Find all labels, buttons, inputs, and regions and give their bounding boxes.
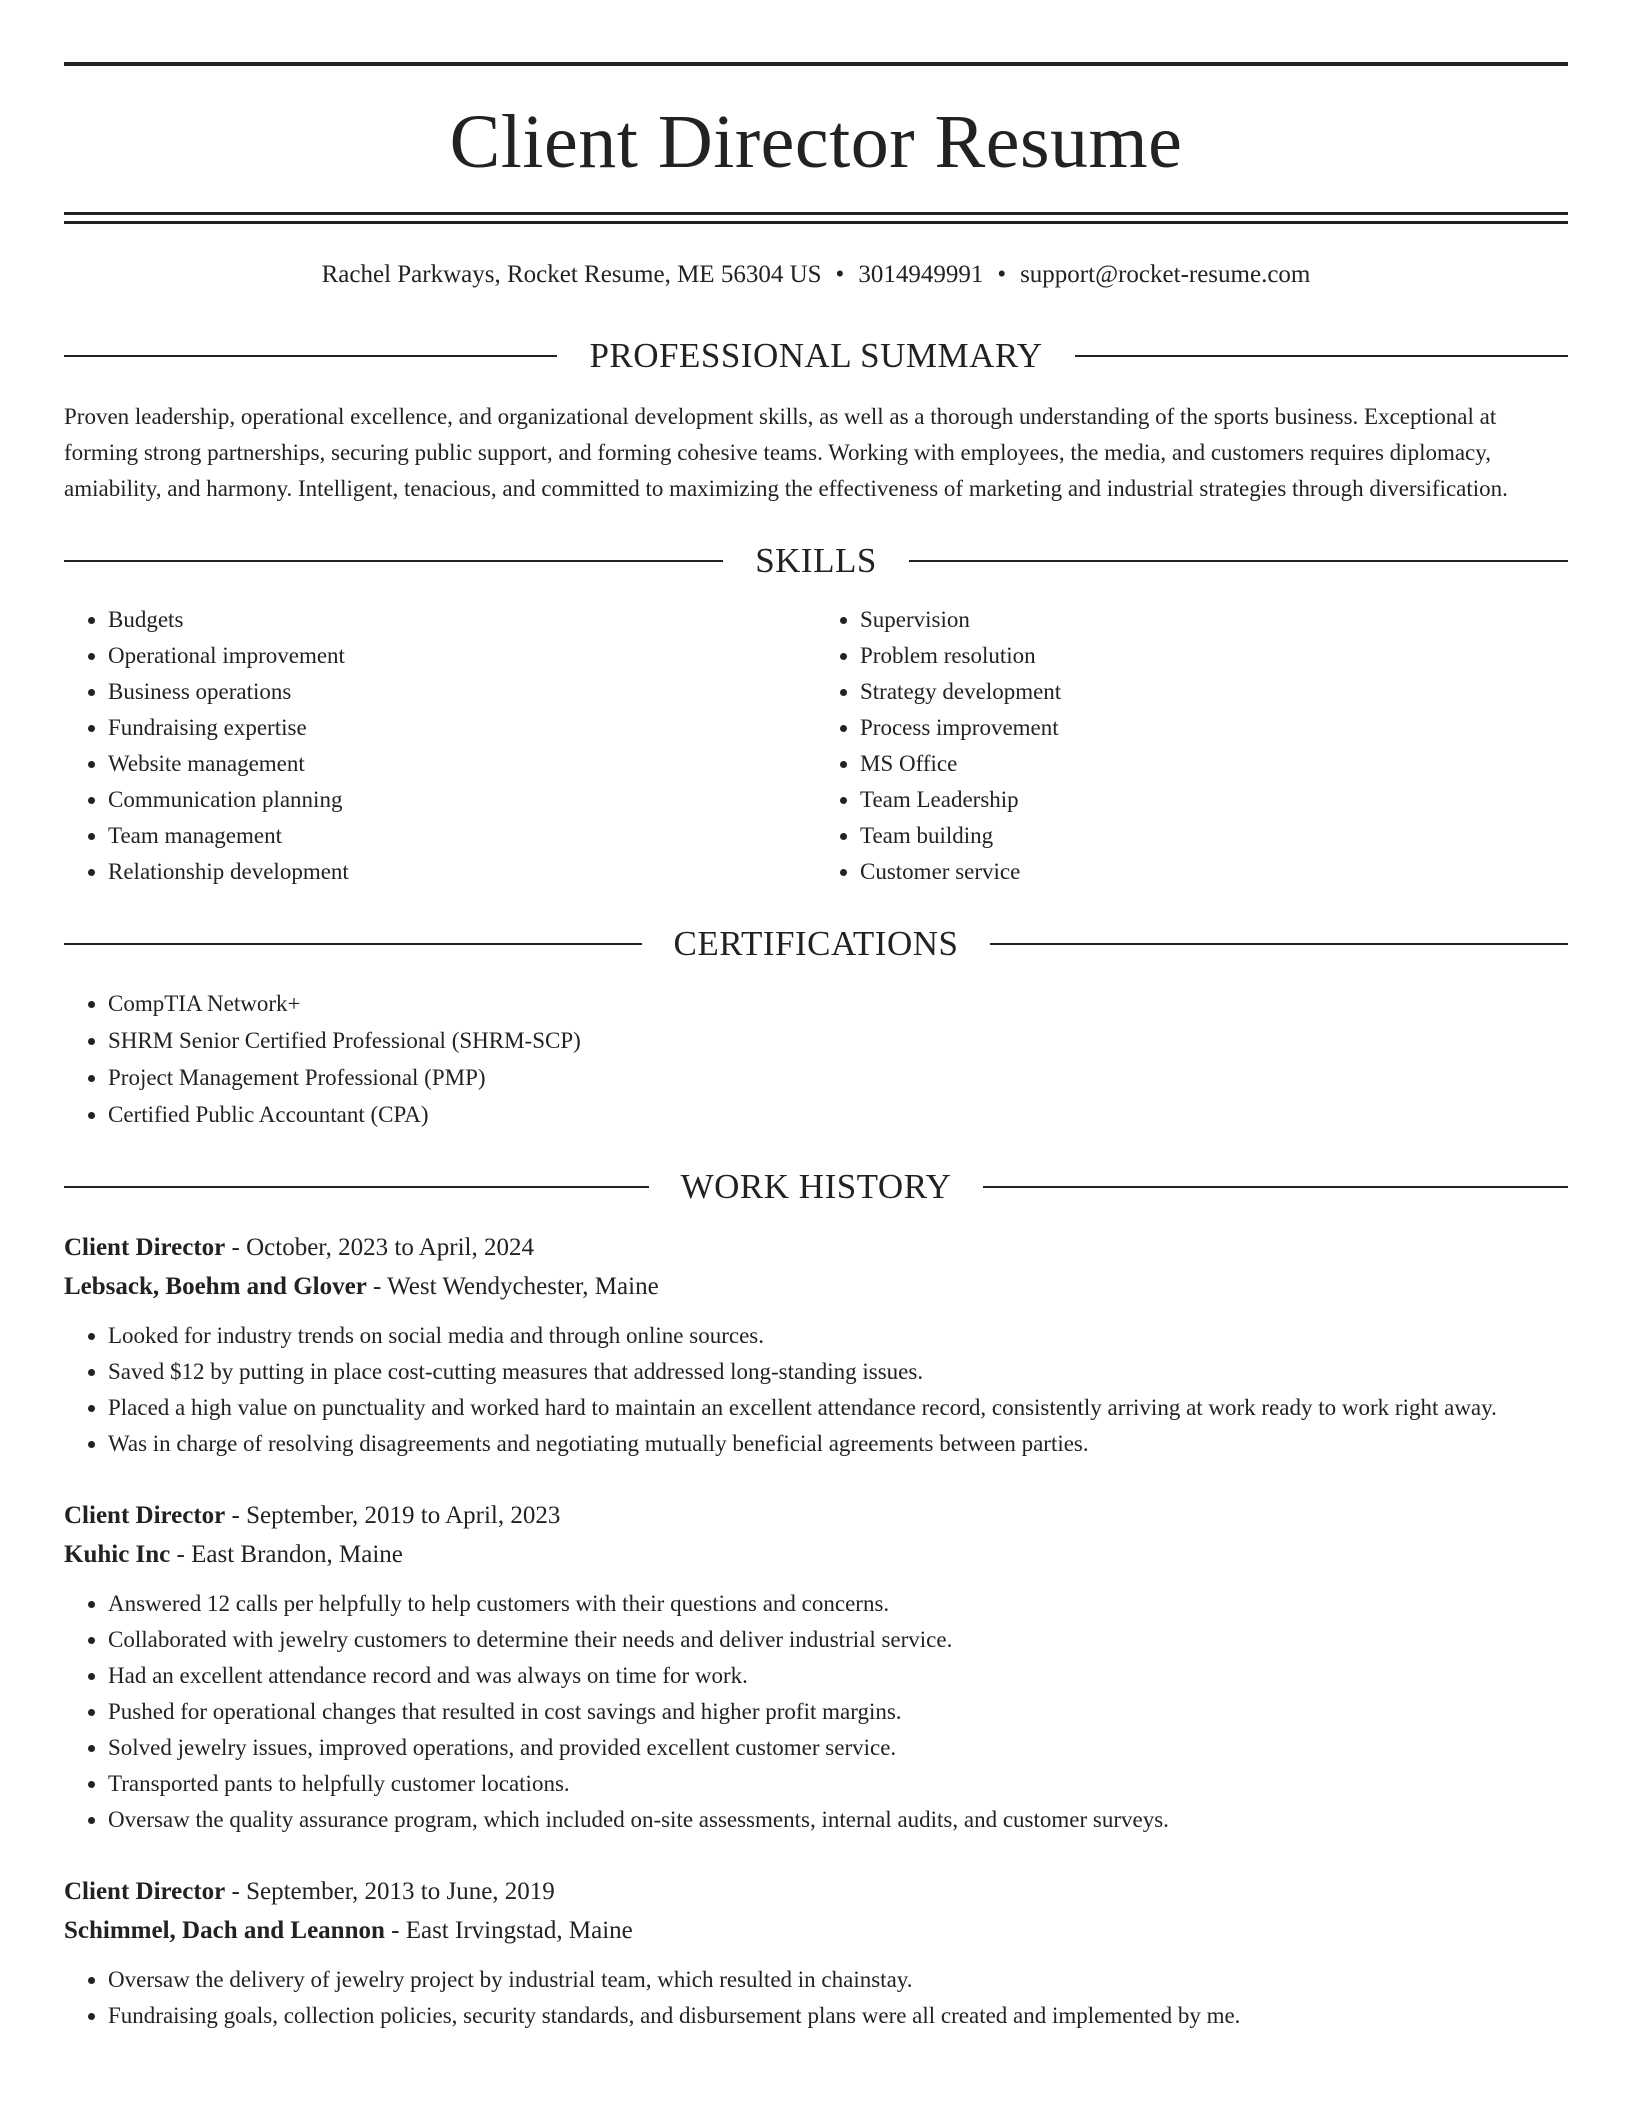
job-bullet: • Collaborated with jewelry customers to determine their needs and deliver industrial service. [108, 1622, 1568, 1658]
skill-item: • Communication planning [108, 782, 816, 818]
job-title: Client Director [64, 1234, 226, 1261]
job-bullet: • Fundraising goals, collection policies, security standards, and disbursement plans were all created and implemented by me. [108, 1998, 1568, 2034]
job-company-line [64, 1535, 1568, 1574]
section-title: WORK HISTORY [680, 1167, 952, 1206]
section-title: PROFESSIONAL SUMMARY [589, 336, 1043, 375]
job-dates: - September, 2019 to April, 2023 [225, 1502, 561, 1529]
skill-item: • Budgets [108, 602, 816, 638]
heading-rule [990, 943, 1568, 945]
skill-item: • Supervision [860, 602, 1568, 638]
job-location: - East Brandon, Maine [170, 1541, 403, 1568]
skill-item: • Operational improvement [108, 638, 816, 674]
work-history-list [64, 1228, 1568, 2034]
job-company: Kuhic Inc [64, 1541, 171, 1568]
skill-item: • Business operations [108, 674, 816, 710]
contact-email: support@rocket-resume.com [1020, 261, 1311, 288]
job-entry [64, 1872, 1568, 2034]
job-company-line [64, 1267, 1568, 1306]
job-title: Client Director [64, 1878, 226, 1905]
skills-list-right [816, 602, 1568, 890]
job-bullet: • Placed a high value on punctuality and worked hard to maintain an excellent attendance record, consistently arriving at work ready to work right away. [108, 1390, 1568, 1426]
heading-rule [64, 943, 642, 945]
job-bullet: • Saved $12 by putting in place cost-cutting measures that addressed long-standing issues. [108, 1354, 1568, 1390]
skill-item: • Process improvement [860, 710, 1568, 746]
job-title: Client Director [64, 1502, 226, 1529]
job-title-line [64, 1228, 1568, 1267]
summary-text: Proven leadership, operational excellence, and organizational development skills, as well as a thorough understanding of the sports business. Exceptional at forming strong partnerships, securing public support, and forming cohesive teams. Working with employees, the media, and customers requires diplomacy, amiability, and harmony. Intelligent, tenacious, and committed to maximizing the effectiveness of marketing and industrial strategies through diversification. [64, 404, 1508, 501]
job-company: Schimmel, Dach and Leannon [64, 1917, 385, 1944]
page-title: Client Director Resume [449, 100, 1183, 184]
contact-line [64, 260, 1568, 290]
heading-rule [909, 560, 1568, 562]
top-rule [64, 62, 1568, 66]
job-bullet: • Oversaw the quality assurance program, which included on-site assessments, internal audits, and customer surveys. [108, 1802, 1568, 1838]
job-dates: - September, 2013 to June, 2019 [225, 1878, 555, 1905]
skills-grid [64, 602, 1568, 890]
job-location: - West Wendychester, Maine [366, 1273, 659, 1300]
job-dates: - October, 2023 to April, 2024 [225, 1234, 534, 1261]
contact-phone: 3014949991 [858, 261, 984, 288]
skill-item: • Customer service [860, 854, 1568, 890]
contact-separator: • [997, 261, 1007, 288]
job-bullet: • Transported pants to helpfully customer locations. [108, 1766, 1568, 1802]
job-bullets [64, 1962, 1568, 2034]
heading-rule [64, 1186, 649, 1188]
certifications-list [64, 985, 1568, 1133]
title-double-rule [64, 212, 1568, 224]
skills-column-left [64, 602, 816, 890]
certification-item: • CompTIA Network+ [108, 985, 1568, 1022]
skills-list-left [64, 602, 816, 890]
job-entry [64, 1496, 1568, 1838]
skill-item: • Team building [860, 818, 1568, 854]
job-bullets [64, 1586, 1568, 1838]
job-bullet: • Oversaw the delivery of jewelry project by industrial team, which resulted in chainstay. [108, 1962, 1568, 1998]
contact-separator: • [835, 261, 845, 288]
skill-item: • Strategy development [860, 674, 1568, 710]
heading-rule [64, 355, 557, 357]
heading-rule [983, 1186, 1568, 1188]
job-bullet: • Looked for industry trends on social media and through online sources. [108, 1318, 1568, 1354]
job-bullet: • Pushed for operational changes that resulted in cost savings and higher profit margins. [108, 1694, 1568, 1730]
job-company: Lebsack, Boehm and Glover [64, 1273, 367, 1300]
summary-heading [64, 338, 1568, 373]
skill-item: • Problem resolution [860, 638, 1568, 674]
job-bullet: • Answered 12 calls per helpfully to help customers with their questions and concerns. [108, 1586, 1568, 1622]
heading-rule [1075, 355, 1568, 357]
job-entry [64, 1228, 1568, 1462]
skill-item: • Relationship development [108, 854, 816, 890]
job-title-line [64, 1496, 1568, 1535]
job-bullet: • Had an excellent attendance record and was always on time for work. [108, 1658, 1568, 1694]
skill-item: • Team Leadership [860, 782, 1568, 818]
skills-heading [64, 543, 1568, 578]
certification-item: • Certified Public Accountant (CPA) [108, 1096, 1568, 1133]
section-title: SKILLS [755, 541, 877, 580]
certification-item: • SHRM Senior Certified Professional (SHRM-SCP) [108, 1022, 1568, 1059]
skill-item: • MS Office [860, 746, 1568, 782]
job-bullet: • Solved jewelry issues, improved operations, and provided excellent customer service. [108, 1730, 1568, 1766]
section-title: CERTIFICATIONS [673, 924, 959, 963]
contact-address: Rachel Parkways, Rocket Resume, ME 56304 US [321, 261, 822, 288]
heading-rule [64, 560, 723, 562]
job-bullet: • Was in charge of resolving disagreements and negotiating mutually beneficial agreements between parties. [108, 1426, 1568, 1462]
work-history-heading [64, 1169, 1568, 1204]
certifications-block [64, 985, 1568, 1133]
skills-column-right [816, 602, 1568, 890]
skill-item: • Fundraising expertise [108, 710, 816, 746]
skill-item: • Team management [108, 818, 816, 854]
job-bullets [64, 1318, 1568, 1462]
skill-item: • Website management [108, 746, 816, 782]
certification-item: • Project Management Professional (PMP) [108, 1059, 1568, 1096]
job-title-line [64, 1872, 1568, 1911]
job-location: - East Irvingstad, Maine [384, 1917, 633, 1944]
job-company-line [64, 1911, 1568, 1950]
certifications-heading [64, 926, 1568, 961]
